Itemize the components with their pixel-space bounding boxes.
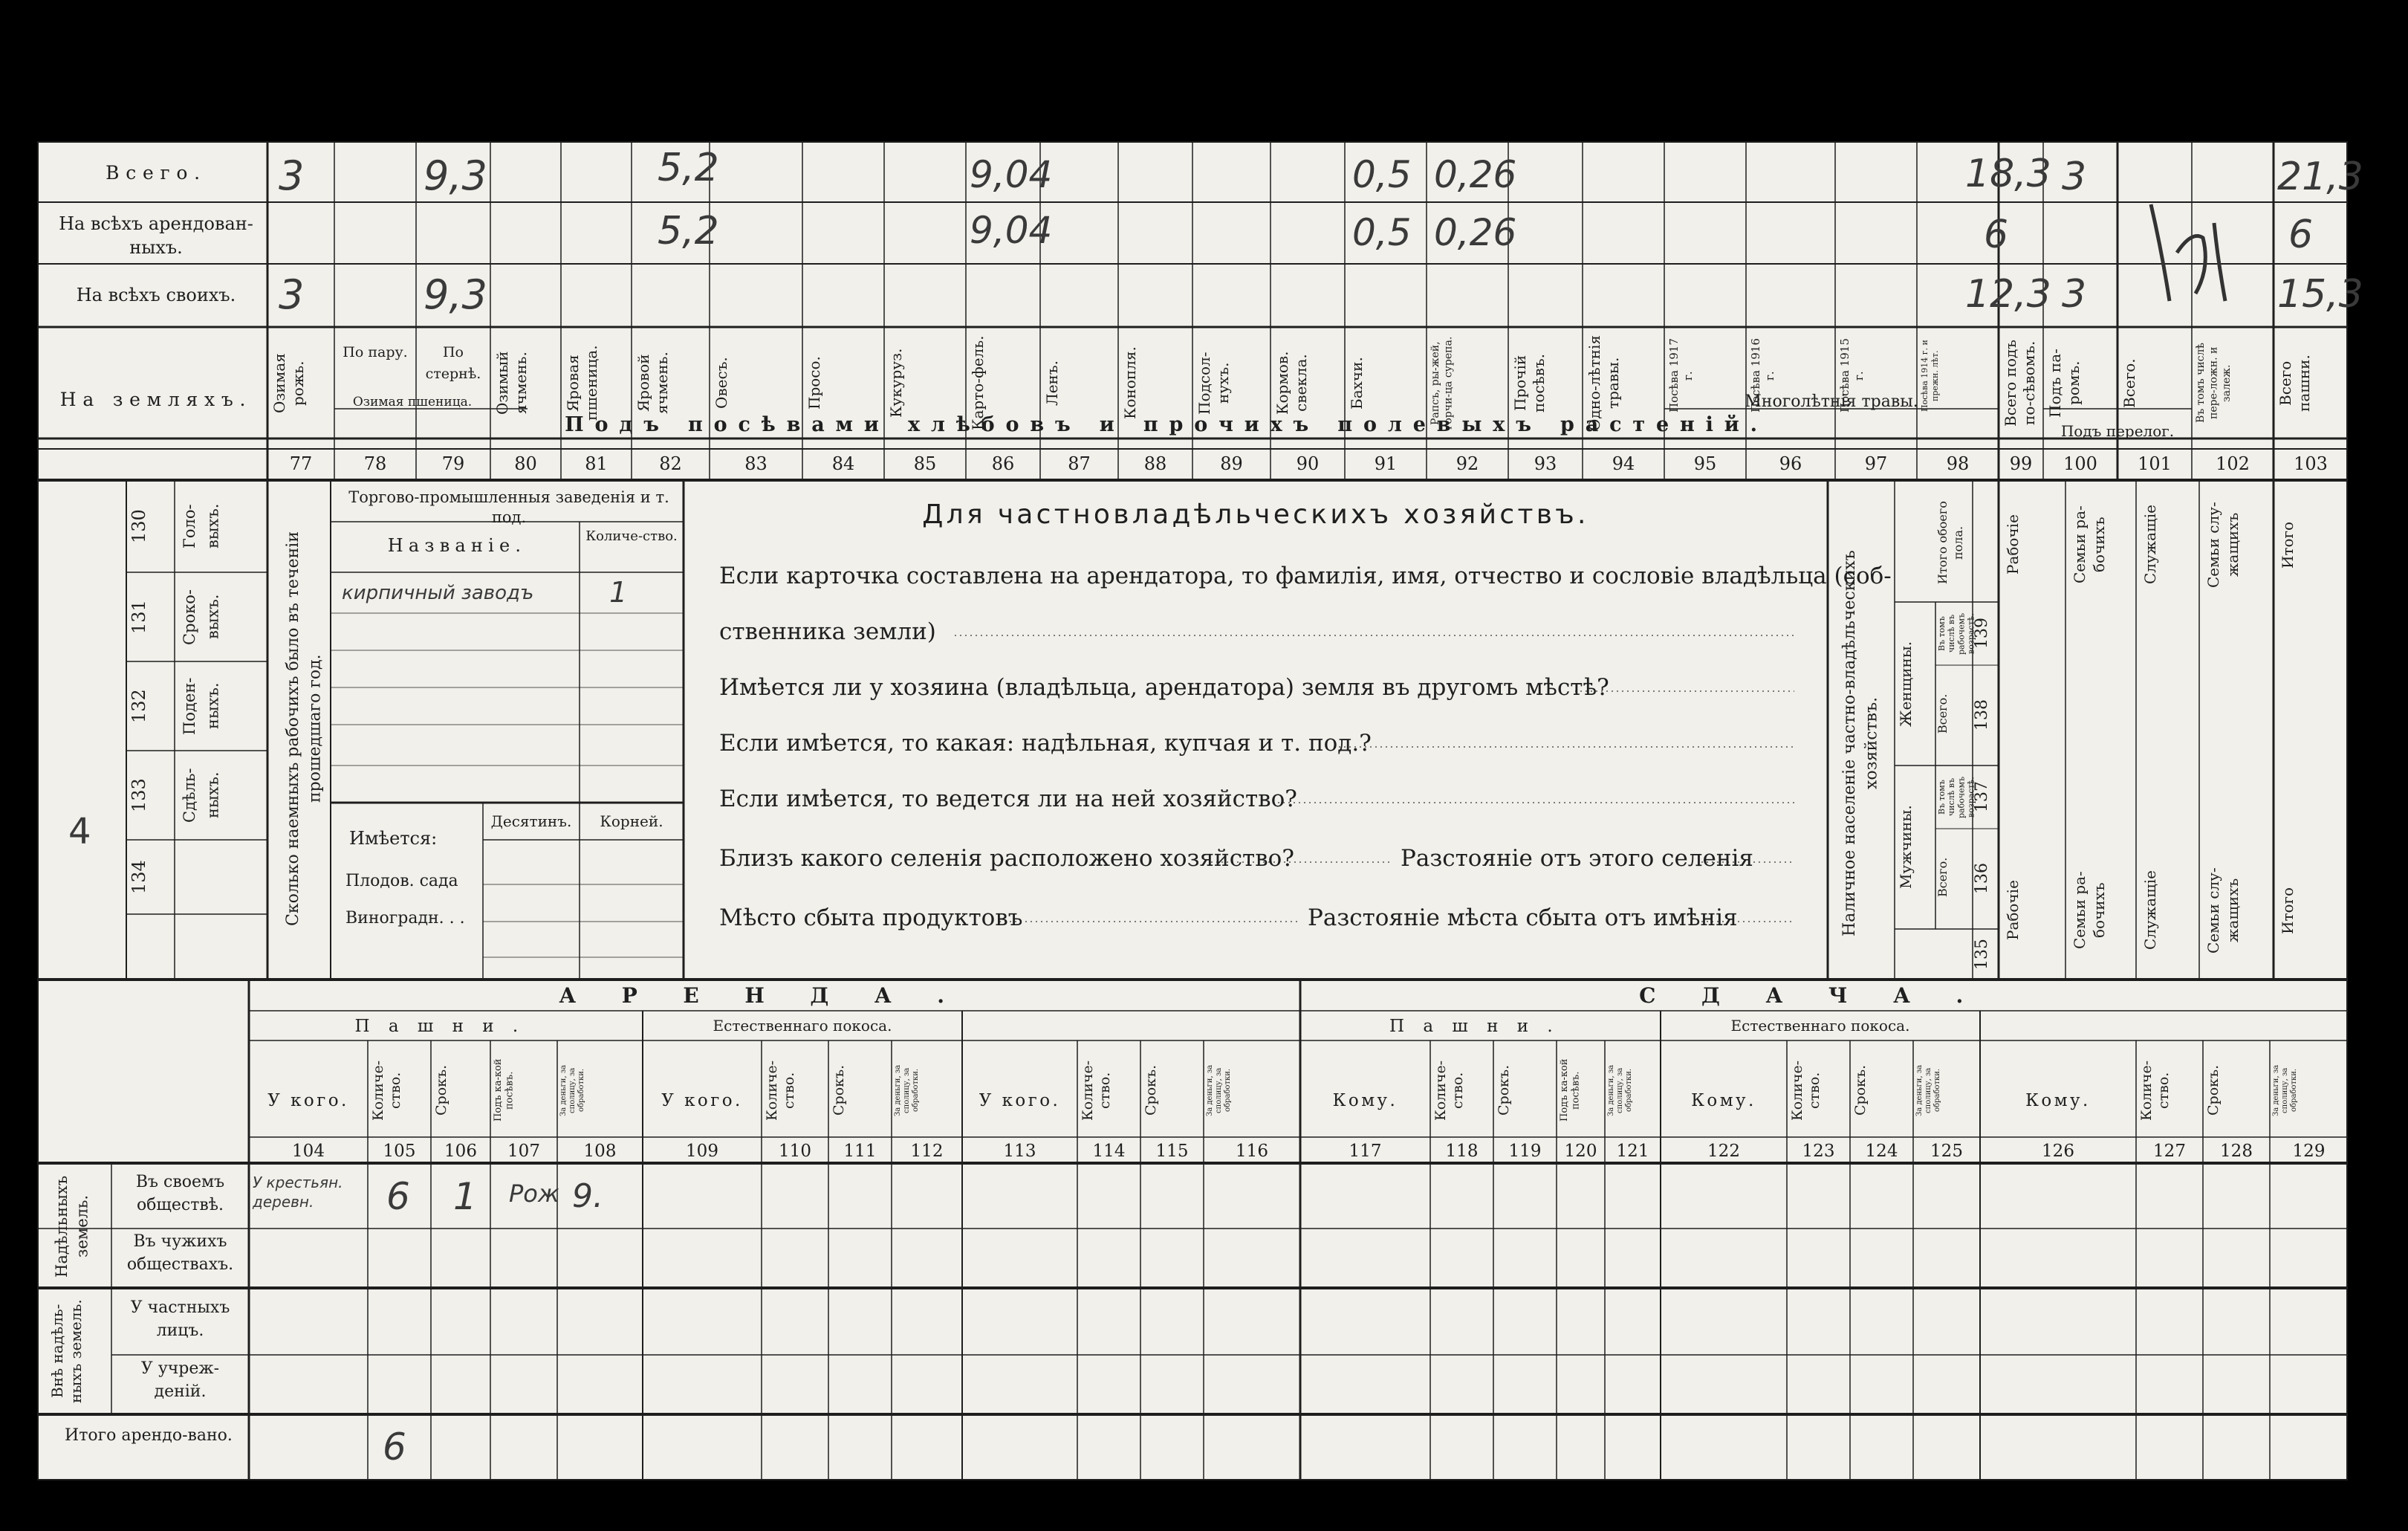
lease-number-117: 117 bbox=[1349, 1142, 1382, 1161]
row-label-svoi: На всѣхъ своихъ. bbox=[76, 285, 236, 305]
hw-big-mark bbox=[2177, 177, 2205, 192]
question-5b: Разстояніе отъ этого селенія bbox=[1401, 845, 1753, 872]
sdacha-pashni: Пашни. bbox=[1389, 1017, 1571, 1036]
hw-vsego-pashnya: 21,3 bbox=[2277, 155, 2363, 199]
column-number-82: 82 bbox=[659, 453, 682, 474]
row-label-vsego: Всего. bbox=[106, 162, 207, 184]
hw-vsego-potato: 9,04 bbox=[970, 153, 1053, 196]
lease-header-113: У кого. bbox=[979, 1091, 1061, 1110]
column-number-98: 98 bbox=[1946, 453, 1970, 474]
population-col-139: 139 bbox=[1973, 618, 1991, 650]
lease-number-110: 110 bbox=[779, 1142, 811, 1161]
column-number-81: 81 bbox=[585, 453, 608, 474]
row-label-arend: На всѣхъ арендован-ныхъ. bbox=[59, 213, 253, 259]
lease-number-121: 121 bbox=[1616, 1142, 1649, 1161]
lease-number-127: 127 bbox=[2153, 1142, 2186, 1161]
lease-header-116: За деньги, за сполицу, за обработки. bbox=[1206, 1064, 1232, 1116]
population-col-136: 136 bbox=[1973, 863, 1991, 895]
hw-lease-term: 1 bbox=[453, 1175, 477, 1218]
lease-number-128: 128 bbox=[2220, 1142, 2253, 1161]
lease-header-127: Количе-ство. bbox=[2138, 1060, 2172, 1121]
question-1a: Если карточка составлена на арендатора, то фамилія, имя, отчество и сословіе владѣльца (соб- bbox=[719, 563, 1892, 589]
crop-header-18: Одно-лѣтнія травы. bbox=[1586, 335, 1622, 432]
crop-header-15: Бахчи. bbox=[1348, 357, 1366, 410]
hw-total-qty: 6 bbox=[383, 1425, 406, 1469]
hw-svoi-rye: 3 bbox=[279, 271, 305, 318]
hired-col-label-131: Сроко-выхъ. bbox=[181, 589, 222, 645]
lease-number-112: 112 bbox=[910, 1142, 944, 1161]
hw-svoi-pashnya: 15,3 bbox=[2277, 272, 2363, 317]
column-number-90: 90 bbox=[1296, 453, 1320, 474]
column-number-93: 93 bbox=[1534, 453, 1557, 474]
arenda-pokos: Естественнаго покоса. bbox=[713, 1017, 892, 1035]
crop-header-21: Посѣва 1915 г. bbox=[1838, 338, 1866, 413]
lease-header-105: Количе-ство. bbox=[370, 1060, 403, 1121]
crop-header-14: Кормов. свекла. bbox=[1273, 351, 1310, 415]
lease-header-126: Кому. bbox=[2025, 1091, 2091, 1110]
women-working-label: Въ томъ числѣ въ рабочемъ возрастѣ. bbox=[1937, 612, 1976, 655]
lease-header-108: За деньги, за сполицу, за обработки. bbox=[559, 1064, 585, 1116]
column-number-85: 85 bbox=[913, 453, 937, 474]
question-2: Имѣется ли у хозяина (владѣльца, арендатора) земля въ другомъ мѣстѣ? bbox=[719, 674, 1609, 701]
hw-svoi-total-sown: 12,3 bbox=[1965, 272, 2051, 317]
census-card bbox=[37, 141, 2363, 1480]
pencil-mark bbox=[2151, 204, 2225, 301]
question-6b: Разстояніе мѣста сбыта отъ имѣнія bbox=[1308, 904, 1738, 931]
crop-header-19: Посѣва 1917 г. bbox=[1667, 338, 1695, 413]
staff-col-top-5: Итого bbox=[2279, 521, 2297, 569]
population-label: Наличное населеніе частно-владѣльческихъ хозяйствъ. bbox=[1840, 550, 1881, 936]
column-number-101: 101 bbox=[2138, 453, 2172, 474]
margin-mark: 4 bbox=[68, 811, 91, 852]
lease-header-123: Количе-ство. bbox=[1789, 1060, 1823, 1121]
lease-header-124: Срокъ. bbox=[1852, 1064, 1869, 1116]
private-title: Для частновладѣльческихъ хозяйствъ. bbox=[922, 499, 1589, 530]
lease-number-114: 114 bbox=[1092, 1142, 1126, 1161]
hired-col-label-133: Сдѣль-ныхъ. bbox=[181, 768, 222, 823]
staff-col-bottom-1: Рабочіе bbox=[2004, 880, 2022, 941]
hired-col-number-130: 130 bbox=[129, 509, 149, 543]
crop-header-17: Прочій посѣвъ. bbox=[1511, 354, 1548, 412]
hw-trade-name: кирпичный заводъ bbox=[342, 582, 534, 604]
hired-col-label-132: Поден-ныхъ. bbox=[181, 677, 222, 735]
hw-arend-pashnya: 6 bbox=[2288, 213, 2314, 257]
lease-header-128: Срокъ. bbox=[2205, 1064, 2222, 1116]
staff-col-bottom-2: Семьи ра-бочихъ bbox=[2071, 871, 2108, 950]
lease-header-110: Количе-ство. bbox=[764, 1060, 797, 1121]
column-number-79: 79 bbox=[441, 453, 465, 474]
hw-vsego-melon: 0,5 bbox=[1352, 153, 1412, 196]
row-private: У частныхъ лицъ. bbox=[130, 1298, 230, 1340]
sown-banner: Подъ посѣвами хлѣбовъ и прочихъ полевыхъ растеній. bbox=[565, 413, 1768, 436]
lease-header-129: За деньги, за сполицу, за обработки. bbox=[2272, 1064, 2298, 1116]
men-total-label: Всего. bbox=[1935, 857, 1950, 897]
lease-header-121: За деньги, за сполицу, за обработки. bbox=[1607, 1064, 1633, 1116]
crop-header-22: Посѣва 1914 г. и прежн. лѣт. bbox=[1920, 340, 1940, 412]
row-institutions: У учреж-деній. bbox=[140, 1359, 220, 1401]
trade-name-header: Названіе. bbox=[387, 535, 527, 556]
crop-header-3: По стернѣ. bbox=[425, 344, 481, 382]
lease-number-104: 104 bbox=[292, 1142, 325, 1161]
men-working-label: Въ томъ числѣ въ рабочемъ возрастѣ. bbox=[1937, 776, 1976, 818]
column-number-83: 83 bbox=[744, 453, 767, 474]
population-col-138: 138 bbox=[1973, 699, 1991, 731]
lease-header-118: Количе-ство. bbox=[1432, 1060, 1466, 1121]
population-col-135: 135 bbox=[1973, 939, 1991, 970]
hired-col-number-134: 134 bbox=[129, 860, 149, 894]
staff-col-bottom-5: Итого bbox=[2279, 887, 2297, 934]
crop-header-23: Всего подъ по-сѣвомъ. bbox=[2002, 339, 2038, 427]
sdacha-title: СДАЧА. bbox=[1639, 983, 2009, 1008]
crop-header-25: Всего. bbox=[2120, 358, 2138, 408]
staff-col-top-4: Семьи слу-жащихъ bbox=[2204, 502, 2242, 588]
crop-header-9: Кукуруз. bbox=[887, 348, 905, 418]
column-number-89: 89 bbox=[1220, 453, 1243, 474]
crop-header-7: Овесъ. bbox=[713, 357, 730, 410]
lease-number-109: 109 bbox=[686, 1142, 718, 1161]
crop-header-12: Конопля. bbox=[1121, 346, 1139, 420]
hw-lease-crop: Рож bbox=[509, 1179, 559, 1208]
column-number-91: 91 bbox=[1374, 453, 1398, 474]
hw-arend-total-sown: 6 bbox=[1984, 213, 2009, 257]
hired-col-number-132: 132 bbox=[129, 689, 149, 723]
lease-number-108: 108 bbox=[583, 1142, 617, 1161]
crop-header-27: Всего пашни. bbox=[2276, 355, 2313, 412]
hw-lease-qty: 6 bbox=[386, 1175, 410, 1218]
lease-header-107: Подъ ка-кой посѣвъ. bbox=[493, 1058, 516, 1122]
lease-number-126: 126 bbox=[2042, 1142, 2074, 1161]
hw-vsego-barley: 5,2 bbox=[658, 146, 719, 190]
crop-header-11: Ленъ. bbox=[1043, 360, 1061, 406]
row-own-society: Въ своемъ обществѣ. bbox=[135, 1173, 225, 1214]
column-number-84: 84 bbox=[831, 453, 855, 474]
column-number-95: 95 bbox=[1693, 453, 1717, 474]
column-number-97: 97 bbox=[1864, 453, 1888, 474]
lease-number-118: 118 bbox=[1445, 1142, 1479, 1161]
winter-wheat-label: Озимая пшеница. bbox=[352, 395, 473, 410]
column-number-94: 94 bbox=[1612, 453, 1635, 474]
lease-number-106: 106 bbox=[444, 1142, 477, 1161]
crop-header-8: Просо. bbox=[805, 356, 823, 410]
group-nadel: Надѣльныхъ земель. bbox=[53, 1175, 91, 1278]
crop-header-4: Озимый ячмень. bbox=[493, 351, 530, 415]
hw-trade-qty: 1 bbox=[609, 576, 628, 609]
hw-arend-rapeseed: 0,26 bbox=[1434, 211, 1517, 254]
hw-vsego-rapeseed: 0,26 bbox=[1434, 153, 1517, 196]
arenda-pashni: Пашни. bbox=[354, 1017, 537, 1036]
arenda-title: АРЕНДА. bbox=[559, 983, 990, 1008]
hired-col-number-131: 131 bbox=[129, 600, 149, 634]
total-both-label: Итого обоего пола. bbox=[1935, 501, 1965, 584]
lease-header-119: Срокъ. bbox=[1496, 1064, 1512, 1116]
dessiatin-header: Десятинъ. bbox=[490, 812, 572, 830]
column-number-102: 102 bbox=[2216, 453, 2250, 474]
column-number-96: 96 bbox=[1779, 453, 1802, 474]
column-number-88: 88 bbox=[1143, 453, 1167, 474]
lease-header-111: Срокъ. bbox=[831, 1064, 847, 1116]
vineyard-label: Виноградн. . . bbox=[345, 909, 465, 928]
column-number-77: 77 bbox=[289, 453, 313, 474]
hw-lease-from: У крестьян. деревн. bbox=[253, 1174, 343, 1211]
column-number-86: 86 bbox=[991, 453, 1015, 474]
staff-col-top-3: Служащіе bbox=[2141, 505, 2159, 585]
crop-header-24: Подъ па-ромъ. bbox=[2046, 349, 2083, 418]
sdacha-pokos: Естественнаго покоса. bbox=[1730, 1017, 1910, 1035]
hw-svoi-fallow: 3 bbox=[2062, 272, 2087, 317]
row-other-society: Въ чужихъ обществахъ. bbox=[126, 1232, 234, 1274]
hired-col-number-133: 133 bbox=[129, 778, 149, 812]
perennial-label: Многолѣтнія травы. bbox=[1745, 392, 1918, 411]
men-label: Мужчины. bbox=[1897, 805, 1915, 890]
column-number-100: 100 bbox=[2063, 453, 2097, 474]
hw-vsego-fallow: 3 bbox=[2062, 155, 2087, 199]
question-4: Если имѣется, то ведется ли на ней хозяйство? bbox=[719, 786, 1297, 812]
lease-header-117: Кому. bbox=[1332, 1091, 1398, 1110]
question-5a: Близъ какого селенія расположено хозяйство? bbox=[719, 845, 1294, 872]
women-total-label: Всего. bbox=[1935, 693, 1950, 734]
women-label: Женщины. bbox=[1897, 641, 1915, 727]
lease-number-125: 125 bbox=[1930, 1142, 1963, 1161]
lease-number-105: 105 bbox=[383, 1142, 416, 1161]
lease-header-120: Подъ ка-кой посѣвъ. bbox=[1559, 1058, 1582, 1122]
hw-arend-barley: 5,2 bbox=[658, 209, 719, 253]
crop-header-16: Рапсъ, ры-жей, горчи-ца сурепа. bbox=[1429, 336, 1455, 430]
column-number-78: 78 bbox=[363, 453, 387, 474]
hw-vsego-total-sown: 18,3 bbox=[1965, 152, 2051, 196]
staff-col-top-2: Семьи ра-бочихъ bbox=[2071, 505, 2108, 584]
crop-header-6: Яровой ячмень. bbox=[635, 352, 671, 415]
lease-number-129: 129 bbox=[2292, 1142, 2326, 1161]
hw-svoi-wheat: 9,3 bbox=[423, 271, 487, 318]
fallow-label: Подъ перелог. bbox=[2060, 422, 2175, 440]
group-vne: Внѣ надѣль-ныхъ земель. bbox=[48, 1299, 85, 1403]
crop-header-2: По пару. bbox=[343, 344, 408, 360]
question-3: Если имѣется, то какая: надѣльная, купчая и т. под.? bbox=[719, 730, 1372, 757]
lease-number-115: 115 bbox=[1155, 1142, 1189, 1161]
crop-header-13: Подсол-нухъ. bbox=[1195, 352, 1232, 415]
staff-col-bottom-3: Служащіе bbox=[2141, 870, 2159, 951]
trade-qty-header: Количе-ство. bbox=[585, 528, 678, 544]
staff-col-top-1: Рабочіе bbox=[2004, 514, 2022, 575]
lease-number-107: 107 bbox=[507, 1142, 540, 1161]
orchard-label: Плодов. сада bbox=[345, 872, 458, 890]
row-total-leased: Итого арендо-вано. bbox=[65, 1426, 233, 1445]
lease-number-124: 124 bbox=[1865, 1142, 1898, 1161]
hw-arend-potato: 9,04 bbox=[970, 209, 1053, 252]
question-6a: Мѣсто сбыта продуктовъ bbox=[719, 904, 1023, 931]
lease-number-120: 120 bbox=[1564, 1142, 1597, 1161]
hired-col-label-130: Голо-выхъ. bbox=[181, 503, 222, 549]
lease-header-106: Срокъ. bbox=[433, 1064, 450, 1116]
lease-header-114: Количе-ство. bbox=[1080, 1060, 1113, 1121]
lease-header-104: У кого. bbox=[267, 1091, 349, 1110]
lease-number-122: 122 bbox=[1707, 1142, 1740, 1161]
crop-header-1: Озимая рожь. bbox=[270, 353, 307, 413]
trade-title: Торгово-промышленныя заведенія и т. под. bbox=[348, 488, 669, 527]
population-col-137: 137 bbox=[1973, 781, 1991, 813]
column-number-87: 87 bbox=[1068, 453, 1091, 474]
lease-header-115: Срокъ. bbox=[1143, 1064, 1159, 1116]
lease-number-113: 113 bbox=[1003, 1142, 1036, 1161]
has-label: Имѣется: bbox=[349, 828, 438, 849]
crop-header-20: Посѣва 1916 г. bbox=[1749, 338, 1776, 413]
staff-col-bottom-4: Семьи слу-жащихъ bbox=[2204, 867, 2242, 954]
row-label-zemli: На земляхъ. bbox=[59, 389, 253, 410]
lease-header-109: У кого. bbox=[661, 1091, 743, 1110]
lease-number-123: 123 bbox=[1802, 1142, 1835, 1161]
lease-number-111: 111 bbox=[843, 1142, 877, 1161]
crop-header-26: Въ томъ числѣ пере-ложн. и залеж. bbox=[2195, 343, 2233, 424]
crop-header-10: Карто-фель. bbox=[969, 335, 987, 431]
lease-header-122: Кому. bbox=[1691, 1091, 1756, 1110]
hw-arend-melon: 0,5 bbox=[1352, 211, 1412, 254]
question-1b: ственника земли) bbox=[719, 618, 936, 645]
lease-number-116: 116 bbox=[1236, 1142, 1268, 1161]
roots-header: Корней. bbox=[600, 812, 663, 830]
lease-number-119: 119 bbox=[1508, 1142, 1542, 1161]
column-number-99: 99 bbox=[2009, 453, 2033, 474]
hw-vsego-rye: 3 bbox=[279, 152, 305, 199]
column-number-103: 103 bbox=[2294, 453, 2328, 474]
column-number-80: 80 bbox=[514, 453, 537, 474]
lease-header-125: За деньги, за сполицу, за обработки. bbox=[1915, 1064, 1941, 1116]
crop-header-5: Яровая пшеница. bbox=[564, 345, 600, 421]
lease-header-112: За деньги, за сполицу, за обработки. bbox=[894, 1064, 920, 1116]
hw-vsego-wheat: 9,3 bbox=[423, 152, 487, 199]
hired-question: Сколько наемныхъ рабочихъ было въ теченіи прошедшаго год. bbox=[284, 531, 325, 926]
hw-lease-pay: 9. bbox=[572, 1177, 603, 1215]
column-number-92: 92 bbox=[1455, 453, 1479, 474]
